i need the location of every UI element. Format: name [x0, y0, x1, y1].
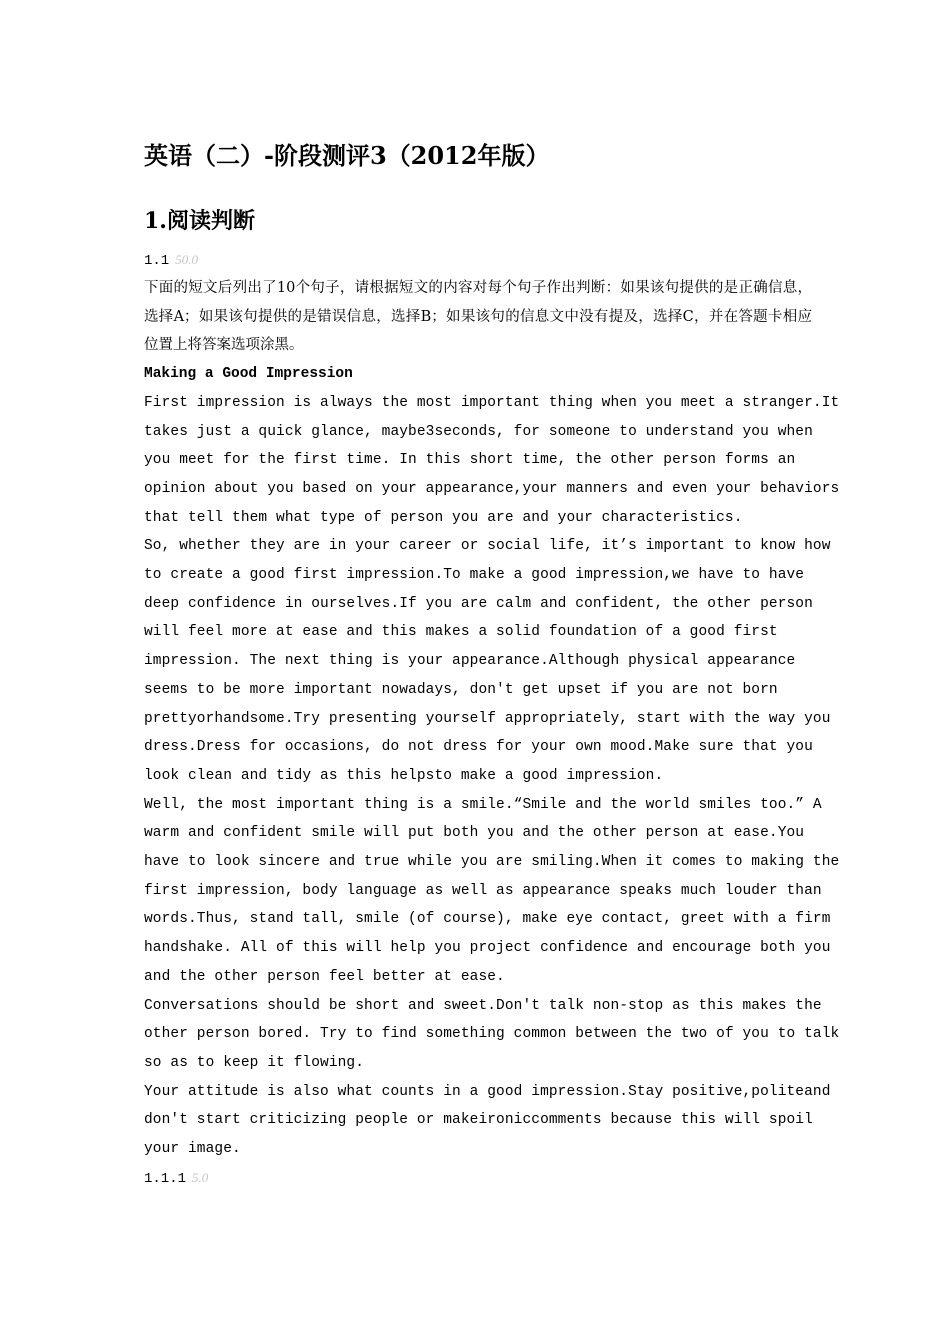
- passage-line: Conversations should be short and sweet.Don't talk non-stop as this makes the: [144, 997, 822, 1014]
- passage-line: handshake. All of this will help you project confidence and encourage both you: [144, 940, 831, 957]
- passage-line: look clean and tidy as this helpsto make a good impression.: [144, 767, 664, 784]
- passage-line: Your attitude is also what counts in a good impression.Stay positive,politeand: [144, 1083, 831, 1100]
- passage-line: and the other person feel better at ease.: [144, 968, 505, 985]
- passage-line: deep confidence in ourselves.If you are calm and confident, the other person: [144, 595, 813, 612]
- passage-line: your image.: [144, 1141, 241, 1158]
- question-score: 50.0: [175, 252, 198, 267]
- passage-line: Well, the most important thing is a smile.“Smile and the world smiles too.” A: [144, 796, 822, 813]
- passage-line: have to look sincere and true while you are smiling.When it comes to making the: [144, 854, 840, 871]
- passage-line: words.Thus, stand tall, smile (of course), make eye contact, greet with a firm: [144, 911, 831, 928]
- passage-body: [144, 389, 840, 1164]
- passage-paragraph-2: [144, 532, 831, 790]
- passage-paragraph-3: [144, 791, 840, 992]
- question-instructions: 下面的短文后列出了10个句子，请根据短文的内容对每个句子作出判断：如果该句提供的是正确信息，选择A；如果该句提供的是错误信息，选择B；如果该句的信息文中没有提及，选择C，并在答题卡相应位置上将答案选项涂黑。: [144, 280, 812, 354]
- document-page: [144, 138, 840, 1192]
- passage-line: dress.Dress for occasions, do not dress for your own mood.Make sure that you: [144, 739, 813, 756]
- passage-line: you meet for the first time. In this short time, the other person forms an: [144, 452, 796, 469]
- passage-line: First impression is always the most important thing when you meet a stranger.It: [144, 394, 840, 411]
- passage-paragraph-4: [144, 992, 840, 1078]
- document-title: 英语（二）-阶段测评3（2012年版）: [144, 141, 550, 170]
- passage-line: so as to keep it flowing.: [144, 1054, 365, 1071]
- subquestion-score: 5.0: [192, 1169, 209, 1185]
- passage-paragraph-5: [144, 1078, 831, 1164]
- passage-paragraph-1: [144, 389, 840, 533]
- subquestion-header: [144, 1164, 812, 1192]
- question-header: [144, 246, 812, 274]
- passage-line: other person bored. Try to find something common between the two of you to talk: [144, 1026, 840, 1043]
- passage-line: that tell them what type of person you are and your characteristics.: [144, 509, 743, 526]
- passage-line: to create a good first impression.To make a good impression,we have to have: [144, 567, 805, 584]
- subquestion-number: 1.1.1: [144, 1170, 187, 1187]
- passage-title: Making a Good Impression: [144, 366, 353, 383]
- section-title: 1.阅读判断: [144, 208, 255, 234]
- passage-line: So, whether they are in your career or social life, it’s important to know how: [144, 538, 831, 555]
- passage-line: seems to be more important nowadays, don't get upset if you are not born: [144, 681, 778, 698]
- passage-line: prettyorhandsome.Try presenting yourself appropriately, start with the way you: [144, 710, 831, 727]
- passage-line: first impression, body language as well as appearance speaks much louder than: [144, 882, 822, 899]
- passage-line: impression. The next thing is your appearance.Although physical appearance: [144, 653, 796, 670]
- passage-line: opinion about you based on your appearance,your manners and even your behaviors: [144, 480, 840, 497]
- passage-line: don't start criticizing people or makeironiccomments because this will spoil: [144, 1112, 813, 1129]
- passage-line: takes just a quick glance, maybe3seconds, for someone to understand you when: [144, 423, 813, 440]
- question-number: 1.1: [144, 253, 170, 269]
- passage-line: will feel more at ease and this makes a solid foundation of a good first: [144, 624, 778, 641]
- passage-line: warm and confident smile will put both you and the other person at ease.You: [144, 825, 805, 842]
